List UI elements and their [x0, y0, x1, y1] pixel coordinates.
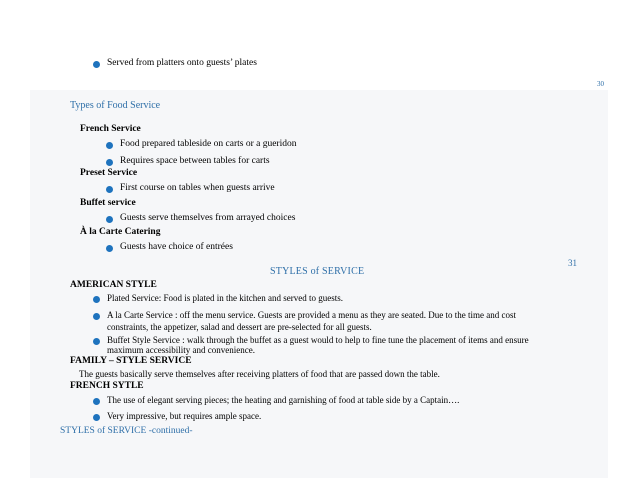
- section-heading: FRENCH SYTLE: [70, 381, 144, 391]
- bullet-icon: [93, 398, 100, 405]
- bullet-icon: [106, 186, 113, 193]
- section-heading: French Service: [80, 124, 141, 134]
- list-item: Buffet Style Service : walk through the buffet as a guest would to help to fine tune the placement of items and ensure: [107, 335, 529, 345]
- list-item: The guests basically serve themselves after receiving platters of food that are passed down the table.: [79, 369, 440, 379]
- list-item-continued: constraints, the appetizer, salad and dessert are pre-selected for all guests.: [107, 322, 372, 332]
- section-heading: Buffet service: [80, 198, 136, 208]
- slide-title: STYLES of SERVICE: [270, 266, 365, 277]
- previous-slide-tail: [0, 0, 638, 90]
- list-item-continued: maximum accessibility and convenience.: [107, 345, 255, 355]
- list-item: Guests have choice of entrées: [120, 242, 233, 252]
- section-heading: À la Carte Catering: [80, 227, 161, 237]
- section-heading: AMERICAN STYLE: [70, 280, 157, 290]
- slide30-bullet: Served from platters onto guests’ plates: [107, 58, 257, 68]
- section-heading: Preset Service: [80, 168, 138, 178]
- bullet-icon: [106, 216, 113, 223]
- page-number: 31: [568, 258, 577, 268]
- list-item: Requires space between tables for carts: [120, 156, 270, 166]
- list-item: Guests serve themselves from arrayed choices: [120, 213, 296, 223]
- page-number: 30: [597, 80, 604, 88]
- list-item: Food prepared tableside on carts or a gueridon: [120, 139, 297, 149]
- list-item: First course on tables when guests arrive: [120, 183, 275, 193]
- bullet-icon: [93, 61, 100, 68]
- slide-title: Types of Food Service: [70, 100, 161, 111]
- section-heading: FAMILY – STYLE SERVICE: [70, 356, 192, 366]
- bullet-icon: [106, 245, 113, 252]
- list-item: The use of elegant serving pieces; the heating and garnishing of food at table side by a Captain….: [107, 395, 460, 405]
- list-item: A la Carte Service : off the menu service. Guests are provided a menu as they are seated. Due to the time and cost: [107, 310, 516, 320]
- list-item: Very impressive, but requires ample space.: [107, 411, 262, 421]
- bullet-icon: [106, 142, 113, 149]
- continued-title: STYLES of SERVICE -continued-: [60, 426, 193, 436]
- bullet-icon: [93, 414, 100, 421]
- bullet-icon: [93, 313, 100, 320]
- bullet-icon: [93, 296, 100, 303]
- bullet-icon: [106, 159, 113, 166]
- bullet-icon: [93, 338, 100, 345]
- list-item: Plated Service: Food is plated in the kitchen and served to guests.: [107, 293, 343, 303]
